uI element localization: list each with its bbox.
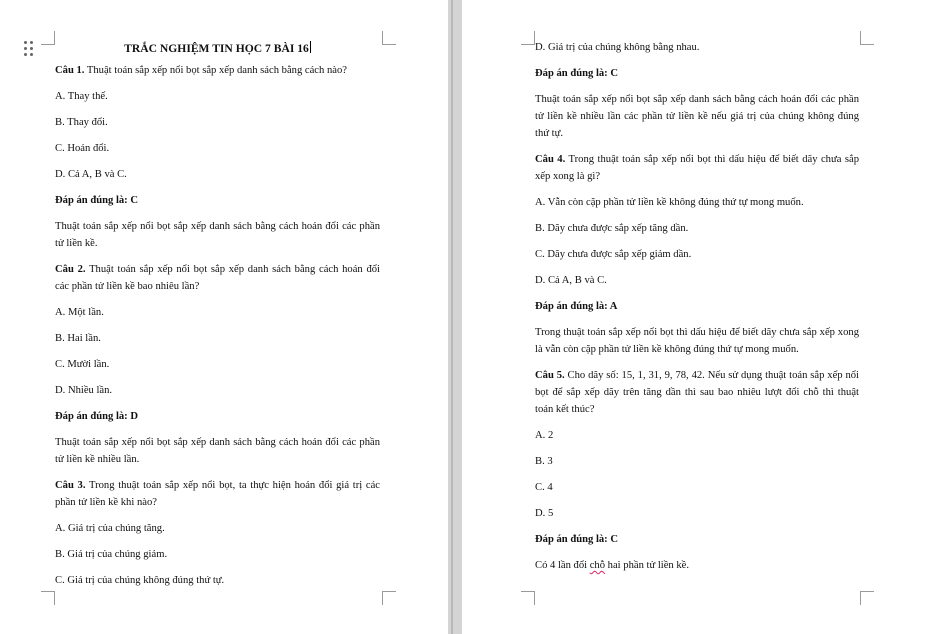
explanation[interactable]: Thuật toán sắp xếp nổi bọt sắp xếp danh sách bằng cách hoán đổi các phần tử liền kề. bbox=[55, 221, 380, 249]
answer-option[interactable]: A. Giá trị của chúng tăng. bbox=[55, 523, 165, 534]
question-text: Thuật toán sắp xếp nổi bọt sắp xếp danh sách bằng cách nào? bbox=[84, 65, 347, 76]
explanation[interactable]: Thuật toán sắp xếp nổi bọt sắp xếp danh sách bằng cách hoán đổi các phần tử liền kề nhiều lần các phần tử liền kề nếu giá trị của chúng không đúng thứ tự. bbox=[535, 94, 859, 139]
question-label: Câu 1. bbox=[55, 65, 85, 76]
correct-answer[interactable]: Đáp án đúng là: C bbox=[535, 534, 619, 545]
margin-corner-top-left bbox=[41, 31, 55, 45]
margin-corner-bottom-left bbox=[41, 591, 55, 605]
correct-answer[interactable]: Đáp án đúng là: C bbox=[55, 195, 139, 206]
correct-answer[interactable]: Đáp án đúng là: A bbox=[535, 301, 618, 312]
answer-option[interactable]: A. Một lần. bbox=[55, 307, 104, 318]
question-text: Thuật toán sắp xếp nổi bọt sắp xếp danh sách bằng cách hoán đổi các phần tử liền kề bao nhiêu lần? bbox=[55, 264, 380, 292]
answer-option[interactable]: B. Dãy chưa được sắp xếp tăng dần. bbox=[535, 223, 689, 234]
question-3[interactable] bbox=[55, 477, 380, 511]
question-label: Câu 5. bbox=[535, 370, 565, 381]
explanation[interactable]: Thuật toán sắp xếp nổi bọt sắp xếp danh sách bằng cách hoán đổi các phần tử liền kề nhiều lần. bbox=[55, 437, 380, 465]
answer-option[interactable]: C. Giá trị của chúng không đúng thứ tự. bbox=[55, 575, 225, 586]
drag-handle-icon[interactable] bbox=[24, 41, 34, 57]
question-4[interactable] bbox=[535, 151, 859, 185]
margin-corner-top-left bbox=[521, 31, 535, 45]
question-label: Câu 2. bbox=[55, 264, 86, 275]
answer-option[interactable]: D. 5 bbox=[535, 508, 554, 519]
answer-option[interactable]: B. 3 bbox=[535, 456, 553, 467]
question-text: Cho dãy số: 15, 1, 31, 9, 78, 42. Nếu sử dụng thuật toán sắp xếp nổi bọt để sắp xếp dãy trên tăng dần thì sau bao nhiêu lượt đổi chỗ thì thuật toán kết thúc? bbox=[535, 370, 859, 415]
answer-option[interactable]: D. Cả A, B và C. bbox=[55, 169, 127, 180]
explanation[interactable]: Trong thuật toán sắp xếp nổi bọt thì dấu hiệu để biết dãy chưa sắp xếp xong là vẫn còn cặp phần tử liền kề không đúng thứ tự mong muốn. bbox=[535, 327, 859, 355]
question-5[interactable] bbox=[535, 367, 859, 418]
spelling-flagged-word[interactable]: chỗ bbox=[589, 560, 606, 571]
answer-option[interactable]: D. Nhiều lần. bbox=[55, 385, 113, 396]
question-label: Câu 3. bbox=[55, 480, 86, 491]
margin-corner-bottom-left bbox=[521, 591, 535, 605]
answer-option[interactable]: B. Giá trị của chúng giảm. bbox=[55, 549, 168, 560]
answer-option[interactable]: C. 4 bbox=[535, 482, 553, 493]
margin-corner-top-right bbox=[382, 31, 396, 45]
question-1[interactable] bbox=[55, 62, 380, 79]
margin-corner-top-right bbox=[860, 31, 874, 45]
correct-answer[interactable]: Đáp án đúng là: D bbox=[55, 411, 139, 422]
answer-option[interactable]: A. Vẫn còn cặp phần tử liền kề không đúng thứ tự mong muốn. bbox=[535, 197, 804, 208]
answer-option[interactable]: C. Mười lần. bbox=[55, 359, 110, 370]
answer-option[interactable]: C. Hoán đổi. bbox=[55, 143, 110, 154]
left-text-column[interactable] bbox=[55, 62, 380, 598]
answer-option[interactable]: D. Giá trị của chúng không bằng nhau. bbox=[535, 42, 700, 53]
correct-answer[interactable]: Đáp án đúng là: C bbox=[535, 68, 619, 79]
question-label: Câu 4. bbox=[535, 154, 566, 165]
answer-option[interactable]: B. Hai lần. bbox=[55, 333, 101, 344]
answer-option[interactable]: C. Dãy chưa được sắp xếp giảm dần. bbox=[535, 249, 692, 260]
answer-option[interactable]: A. 2 bbox=[535, 430, 554, 441]
question-text: Trong thuật toán sắp xếp nổi bọt thì dấu hiệu để biết dãy chưa sắp xếp xong là gì? bbox=[535, 154, 859, 182]
answer-option[interactable]: B. Thay đổi. bbox=[55, 117, 108, 128]
document-title[interactable]: TRẮC NGHIỆM TIN HỌC 7 BÀI 16 bbox=[124, 42, 309, 55]
margin-corner-bottom-right bbox=[860, 591, 874, 605]
question-2[interactable] bbox=[55, 261, 380, 295]
answer-option[interactable]: A. Thay thế. bbox=[55, 91, 108, 102]
page-gutter-edge bbox=[451, 0, 453, 634]
text-cursor bbox=[310, 41, 311, 53]
margin-corner-bottom-right bbox=[382, 591, 396, 605]
question-text: Trong thuật toán sắp xếp nổi bọt, ta thực hiện hoán đổi giá trị các phần tử liền kề khi nào? bbox=[55, 480, 380, 508]
explanation[interactable]: Có 4 lần đổi chỗ hai phần tử liền kề. bbox=[535, 560, 690, 571]
page-gutter bbox=[448, 0, 462, 634]
right-text-column[interactable] bbox=[535, 39, 859, 583]
document-page-left[interactable] bbox=[0, 0, 448, 634]
answer-option[interactable]: D. Cả A, B và C. bbox=[535, 275, 607, 286]
